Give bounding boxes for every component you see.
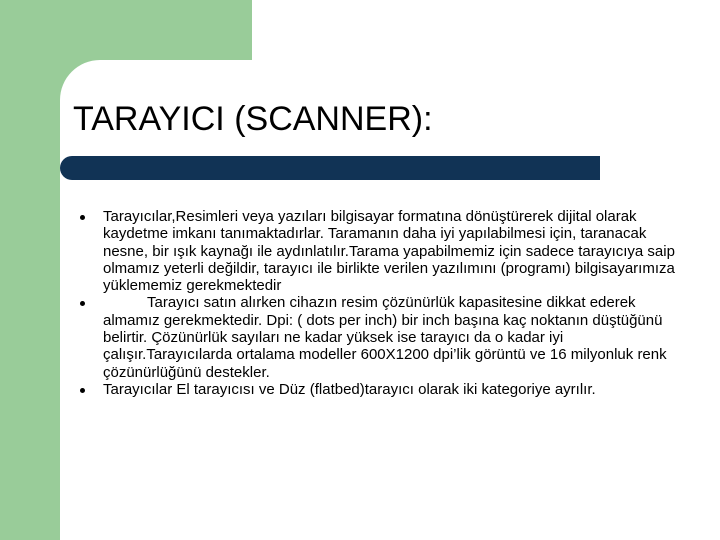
bullet-item [80,294,680,380]
bullet-dot-icon [80,388,85,393]
bullet-item [80,208,680,294]
bullet-text: Tarayıcılar El tarayıcısı ve Düz (flatbed)tarayıcı olarak iki kategoriye ayrılır. [103,380,596,398]
slide-title: TARAYICI (SCANNER): [73,100,433,138]
bullet-dot-icon [80,301,85,306]
bullet-text: Tarayıcılar,Resimleri veya yazıları bilgisayar formatına dönüştürerek dijital olarak kaydetme imkanı tanımaktadırlar. Taramanın daha iyi yapılabilmesi için, taranacak nesne, bir ışık kaynağı ile aydınlatılır.Tarama yapabilmemiz için sadece tarayıcıya saip olmamız yeterli değildir, tarayıcı ile birlikte verilen yazılımını (programı) bilgisayarımıza yüklememiz gerekmektedir [103,208,675,295]
title-underline-bar [60,156,600,180]
bullet-text: Tarayıcı satın alırken cihazın resim çözünürlük kapasitesine dikkat ederek almamız gerekmektedir. Dpi: ( dots per inch) bir inch başına kaç noktanın düştüğünü belirtir. Çözünürlük sayıları ne kadar yüksek ise tarayıcı da o kadar iyi çalışır.Tarayıcılarda ortalama modeller 600X1200 dpi’lik görüntü ve 16 milyonluk renk çözünürlüğünü destekler. [103,294,667,381]
bullet-list [80,208,680,398]
bullet-dot-icon [80,215,85,220]
bullet-item [80,381,680,398]
